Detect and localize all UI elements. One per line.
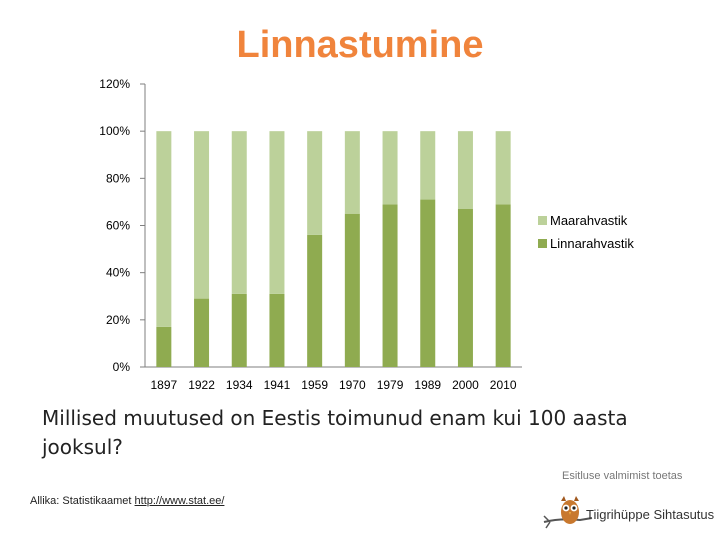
legend-swatch	[538, 239, 547, 248]
x-tick-label: 1979	[376, 378, 404, 392]
bar-linnarahvastik	[458, 209, 473, 367]
bar-maarahvastik	[496, 131, 511, 204]
sponsor-note: Esitluse valmimist toetas	[562, 470, 683, 482]
bar-linnarahvastik	[420, 200, 435, 367]
bar-maarahvastik	[156, 131, 171, 327]
source-note	[30, 495, 224, 507]
bar-maarahvastik	[232, 131, 247, 294]
x-tick-label: 1922	[188, 378, 215, 392]
bar-linnarahvastik	[345, 214, 360, 367]
x-tick-label: 1934	[225, 378, 253, 392]
bar-maarahvastik	[269, 131, 284, 294]
bar-linnarahvastik	[269, 294, 284, 367]
chart-title: Linnastumine	[236, 24, 484, 66]
bar-linnarahvastik	[496, 204, 511, 367]
bar-maarahvastik	[420, 131, 435, 199]
y-tick-label: 100%	[99, 124, 130, 139]
legend-label: Linnarahvastik	[550, 236, 634, 251]
bar-maarahvastik	[383, 131, 398, 204]
x-tick-label: 1989	[414, 378, 442, 392]
bar-linnarahvastik	[383, 204, 398, 367]
y-tick-label: 40%	[105, 265, 130, 280]
legend-swatch	[538, 216, 547, 225]
y-tick-label: 0%	[112, 360, 130, 374]
x-tick-label: 2010	[489, 378, 517, 392]
y-tick-label: 20%	[105, 312, 130, 327]
y-tick-label: 80%	[105, 171, 130, 186]
bar-linnarahvastik	[232, 294, 247, 367]
sponsor-name: Tiigrihüppe Sihtasutus	[586, 507, 715, 522]
x-tick-label: 2000	[452, 378, 479, 392]
source-link[interactable]: http://www.stat.ee/	[134, 495, 225, 507]
legend-label: Maarahvastik	[550, 213, 628, 228]
bar-linnarahvastik	[156, 327, 171, 367]
x-tick-label: 1897	[150, 378, 178, 392]
bar-maarahvastik	[458, 131, 473, 209]
bar-linnarahvastik	[194, 299, 209, 367]
source-prefix: Allika: Statistikaamet	[30, 495, 135, 507]
x-tick-label: 1959	[301, 378, 329, 392]
bar-maarahvastik	[345, 131, 360, 214]
y-tick-label: 120%	[99, 77, 130, 91]
bar-linnarahvastik	[307, 235, 322, 367]
bar-maarahvastik	[194, 131, 209, 298]
bar-maarahvastik	[307, 131, 322, 235]
question-text: Millised muutused on Eestis toimunud enam kui 100 aasta jooksul?	[42, 406, 628, 459]
y-tick-label: 60%	[105, 218, 130, 233]
x-tick-label: 1941	[263, 378, 291, 392]
x-tick-label: 1970	[338, 378, 366, 392]
